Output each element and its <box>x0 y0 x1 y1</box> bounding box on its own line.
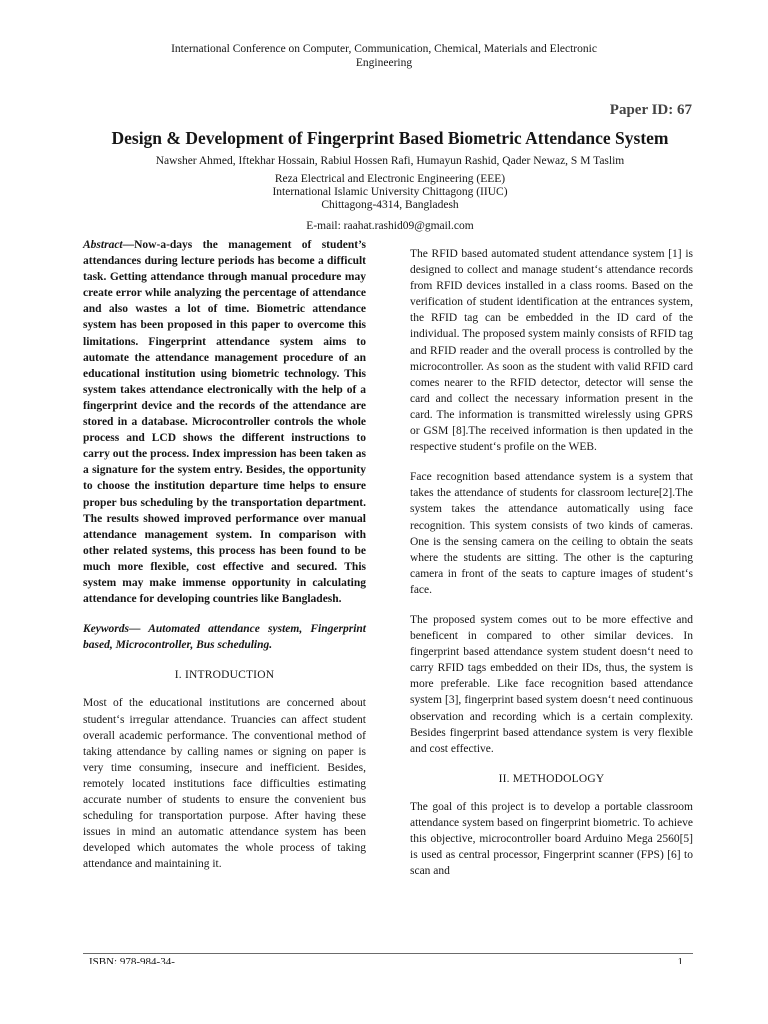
paper-title: Design & Development of Fingerprint Based Biometric Attendance System <box>111 128 669 148</box>
author-list: Nawsher Ahmed, Iftekhar Hossain, Rabiul Hossen Rafi, Humayun Rashid, Qader Newaz, S M Taslim <box>155 155 625 167</box>
abstract-text: —Now-a-days the management of student’s attendances during lecture periods has become a difficult task. Getting attendance through manual procedure may create error while analyzing the percentage of attendance and also wastes a lot of time. Biometric attendance system has been proposed in this paper to overcome this limitations. Fingerprint attendance system aims to automate the attendance management procedure of an educational institution using biometric technology. This system takes attendance electronically with the help of a fingerprint device and the records of the attendance are stored in a database. Microcontroller controls the whole process and LCD shows the different instructions to carry out the process. Index impression has been taken as a signature for the system entry. Besides, the opportunity to choose the institution departure time helps to ensure proper bus scheduling by the transportation department. The results showed improved performance over manual attendance management system. In comparison with other related systems, this process has been found to be much more flexible, cost effective and secured. This system may make immense opportunity in calculating attendance for developing countries like Bangladesh. <box>83 239 366 606</box>
abstract <box>83 237 366 607</box>
affiliation-address: Chittagong-4314, Bangladesh <box>321 199 459 211</box>
conference-name-line2: Engineering <box>355 57 413 69</box>
left-column <box>83 237 366 886</box>
footer-divider <box>83 953 693 954</box>
paper-id: Paper ID: 67 <box>609 102 692 118</box>
conference-name-line1: International Conference on Computer, Communication, Chemical, Materials and Electronic <box>171 43 597 55</box>
affiliation <box>160 173 620 212</box>
right-column <box>410 246 693 893</box>
section-heading-methodology: II. METHODOLOGY <box>498 772 605 785</box>
introduction-paragraph: Most of the educational institutions are concerned about student‘s irregular attendance. Truancies can affect student overall academic performance. The conventional method of taking attendance by calling names or signing on paper is very time consuming, insecure and inefficient. Besides, remotely located institutions face difficulties estimating accurate number of students to ensure the convenient bus scheduling for transportation purpose. After having these issues in mind an automatic attendance system has been developed which automates the whole process of taking attendance and maintaining it. <box>83 697 366 871</box>
page-number: 1 <box>677 956 683 964</box>
isbn-text: ISBN: 978-984-34- <box>89 956 175 964</box>
conference-header <box>140 42 628 70</box>
contact-email: E-mail: raahat.rashid09@gmail.com <box>306 220 474 232</box>
page-footer <box>83 955 693 964</box>
keywords: Keywords— Automated attendance system, Fingerprint based, Microcontroller, Bus scheduling. <box>83 623 366 652</box>
methodology-paragraph: The goal of this project is to develop a portable classroom attendance system based on fingerprint biometric. To achieve this objective, microcontroller board Arduino Mega 2560[5] is used as central processor, Fingerprint scanner (FPS) [6] to scan and <box>410 800 693 878</box>
face-recognition-paragraph: Face recognition based attendance system is a system that takes the attendance of students for classroom lecture[2].The system takes the attendance automatically using face recognition. This system consists of two kinds of cameras. One is the sensing camera on the ceiling to obtain the seats where the students are sitting. The other is the capturing camera in front of the seats to capture images of student‘s face. <box>410 471 693 596</box>
abstract-label: Abstract <box>83 239 123 251</box>
section-heading-introduction: I. INTRODUCTION <box>174 669 275 682</box>
affiliation-department: Reza Electrical and Electronic Engineering (EEE) <box>274 173 506 185</box>
proposed-system-paragraph: The proposed system comes out to be more effective and beneficent in compared to other similar devices. In fingerprint based attendance system student doesn‘t need to carry RFID tags embedded on their IDs, thus, the system is more preferable. Like face recognition based attendance system [3], fingerprint based system doesn‘t need continuous observation and recording which is a certain complexity. Besides fingerprint based attendance system is very flexible and cost effective. <box>410 613 693 755</box>
affiliation-university: International Islamic University Chittagong (IIUC) <box>272 186 508 198</box>
rfid-paragraph: The RFID based automated student attendance system [1] is designed to collect and manage student‘s attendance records from RFID devices installed in a class rooms. Based on the verification of student identification at the entrances system, the RFID tag can be embedded in the ID card of the individual. The proposed system mainly consists of RFID tag and RFID reader and the overall process is controlled by the microcontroller. As soon as the student with valid RFID card comes nearer to the RFID detector, detector will sense the card and collect the necessary information present in the card. The information is transmitted wirelessly using GPRS or GSM [8].The received information is then updated in the respective student‘s profile on the WEB. <box>410 248 693 454</box>
